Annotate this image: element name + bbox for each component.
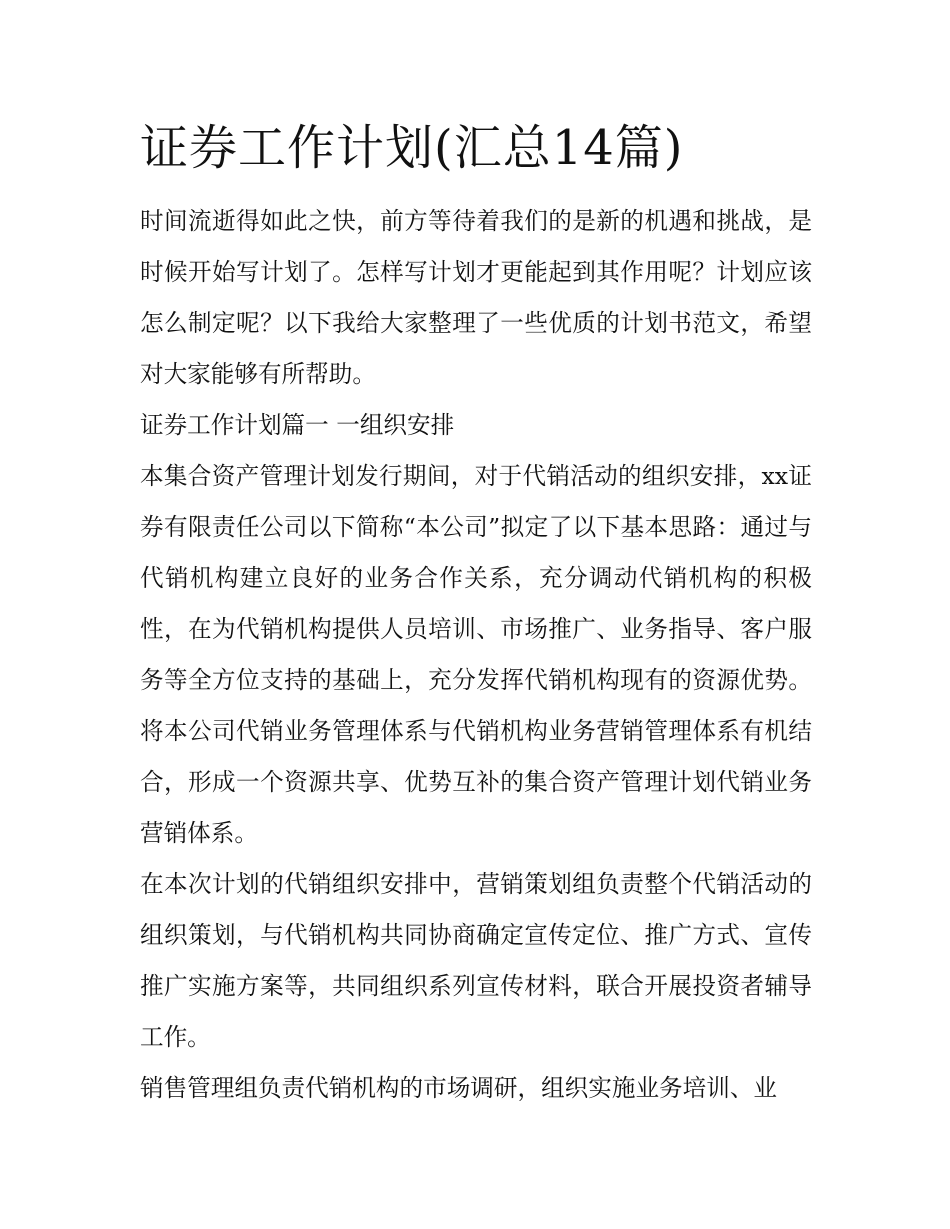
body-paragraph-1: 本集合资产管理计划发行期间，对于代销活动的组织安排，xx证券有限责任公司以下简称“本公司”拟定了以下基本思路：通过与代销机构建立良好的业务合作关系，充分调动代销机构的积极性，在为代销机构提供人员培训、市场推广、业务指导、客户服务等全方位支持的基础上，充分发挥代销机构现有的资源优势。将本公司代销业务管理体系与代销机构业务营销管理体系有机结合，形成一个资源共享、优势互补的集合资产管理计划代销业务营销体系。 (140, 462, 812, 847)
document-title: 证券工作计划(汇总14篇) (140, 120, 684, 176)
body-paragraph-2: 在本次计划的代销组织安排中，营销策划组负责整个代销活动的组织策划，与代销机构共同协商确定宣传定位、推广方式、宣传推广实施方案等，共同组织系列宣传材料，联合开展投资者辅导工作。 (140, 870, 812, 1051)
body-paragraph-3: 销售管理组负责代销机构的市场调研，组织实施业务培训、业 (140, 1074, 778, 1102)
document-body (140, 118, 812, 1114)
intro-paragraph: 时间流逝得如此之快，前方等待着我们的是新的机遇和挑战，是时候开始写计划了。怎样写计划才更能起到其作用呢？计划应该怎么制定呢？以下我给大家整理了一些优质的计划书范文，希望对大家能够有所帮助。 (140, 207, 812, 388)
section-heading: 证券工作计划篇一 一组织安排 (140, 411, 455, 439)
